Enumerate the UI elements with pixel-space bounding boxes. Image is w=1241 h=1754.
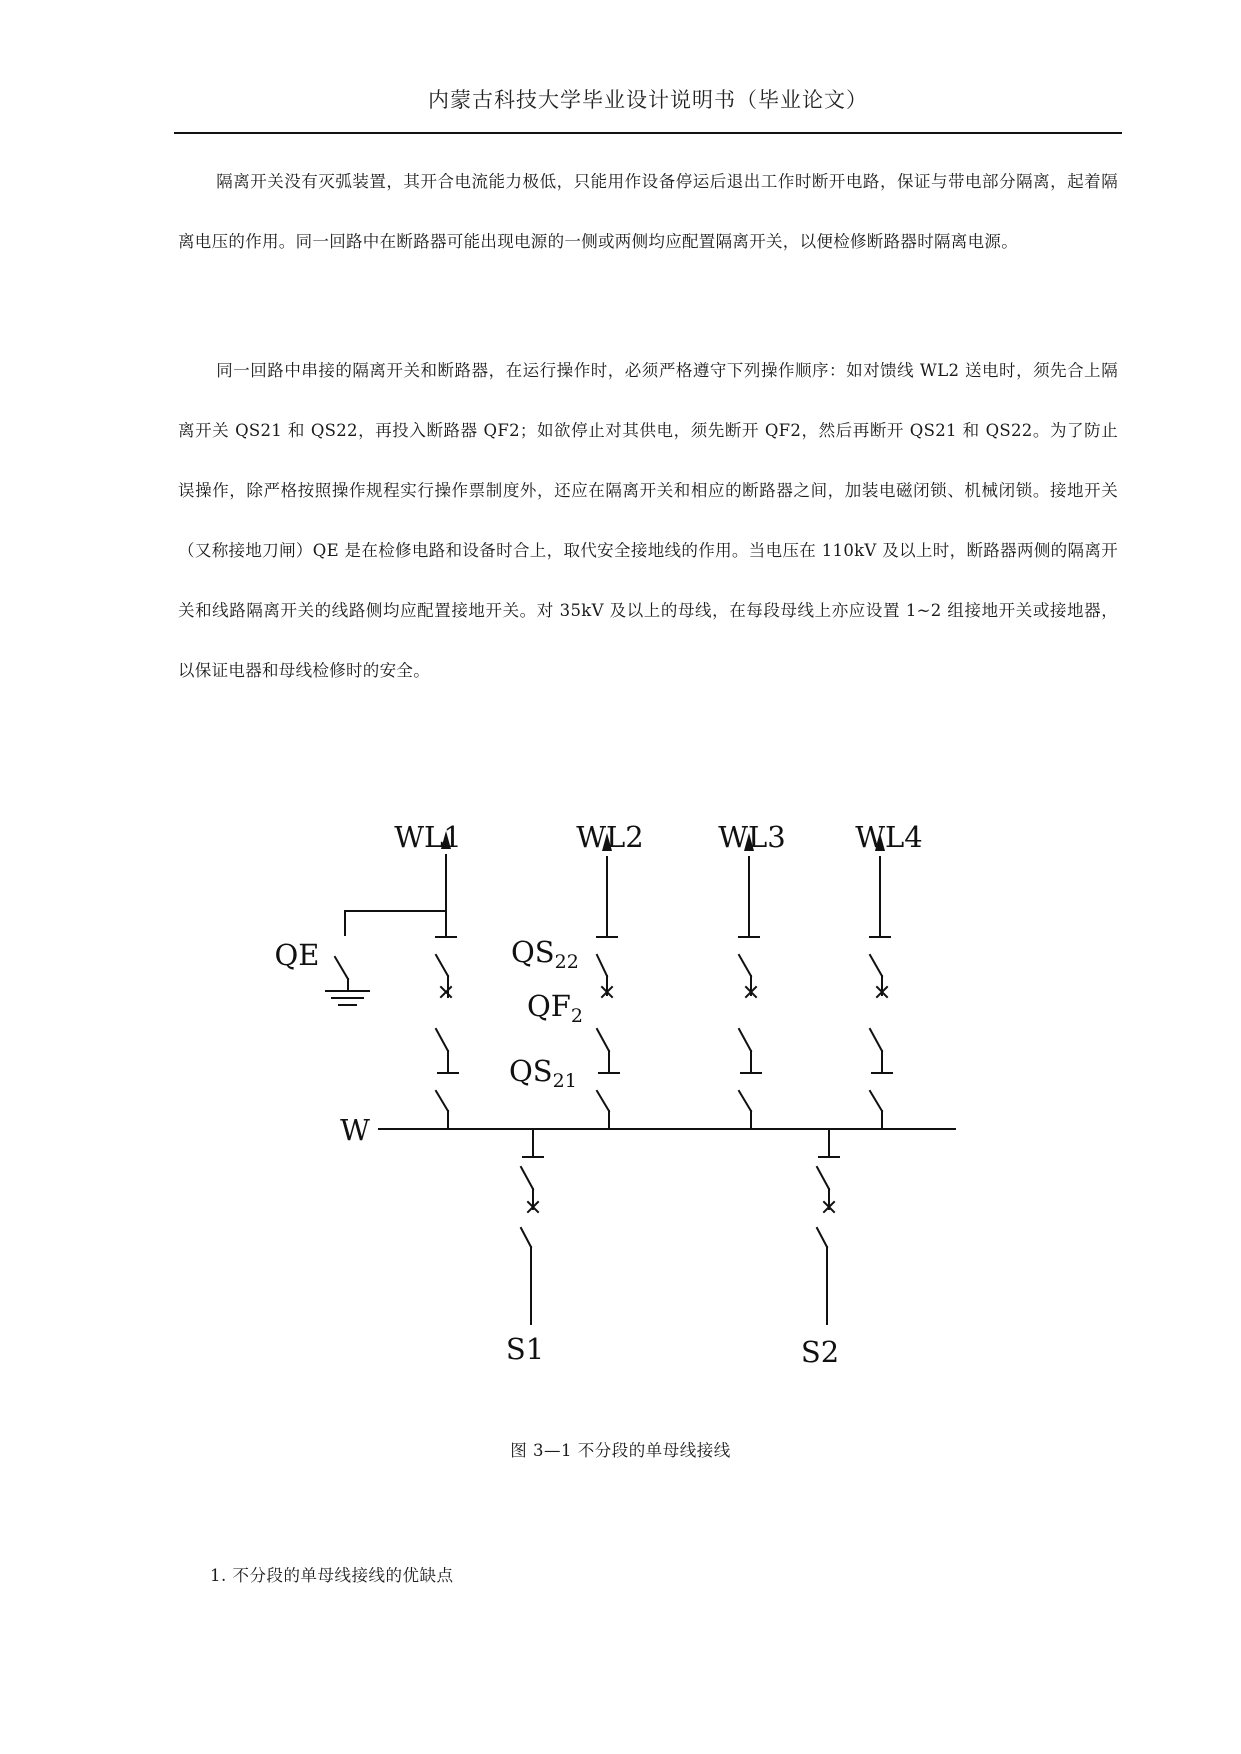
page-header: 内蒙古科技大学毕业设计说明书（毕业论文） xyxy=(428,88,868,112)
single-bus-wiring-diagram xyxy=(0,820,1241,1420)
paragraph-2-text: 同一回路中串接的隔离开关和断路器，在运行操作时，必须严格遵守下列操作顺序：如对馈线 WL2 送电时，须先合上隔离开关 QS21 和 QS22，再投入断路器 QF2；如欲停止对其供电，须先断开 QF2，然后再断开 QS21 和 QS22。为了防止误操作，除严格按照操作规程实行操作票制度外，还应在隔离开关和相应的断路器之间，加装电磁闭锁、机械闭锁。接地开关（又称接地刀闸）QE 是在检修电路和设备时合上，取代安全接地线的作用。当电压在 110kV 及以上时，断路器两侧的隔离开关和线路隔离开关的线路侧均应配置接地开关。对 35kV 及以上的母线，在每段母线上亦应设置 1~2 组接地开关或接地器，以保证电器和母线检修时的安全。 xyxy=(178,361,1118,680)
label-qs22 xyxy=(511,935,579,973)
feeder-label-wl4: WL4 xyxy=(855,820,923,854)
paragraph-1-text: 隔离开关没有灭弧装置，其开合电流能力极低，只能用作设备停运后退出工作时断开电路，保证与带电部分隔离，起着隔离电压的作用。同一回路中在断路器可能出现电源的一侧或两侧均应配置隔离开关，以便检修断路器时隔离电源。 xyxy=(178,172,1118,251)
header-rule xyxy=(174,132,1122,134)
label-qf2-sub: 2 xyxy=(570,1005,583,1027)
feeder-wl4 xyxy=(870,857,892,1129)
source-label-s1: S1 xyxy=(505,1332,545,1366)
label-qf2 xyxy=(527,989,583,1027)
paragraph-1 xyxy=(178,152,1118,272)
bus-label-w: W xyxy=(340,1113,370,1147)
label-qs21-sub: 21 xyxy=(552,1070,577,1092)
label-qs21-base: QS xyxy=(509,1054,553,1088)
section-heading: 1. 不分段的单母线接线的优缺点 xyxy=(210,1566,454,1585)
feeder-label-wl3: WL3 xyxy=(718,820,786,854)
label-qs21 xyxy=(509,1054,577,1092)
feeder-wl2 xyxy=(597,857,619,1129)
feeder-label-wl1: WL1 xyxy=(394,820,462,854)
feeder-label-wl2: WL2 xyxy=(576,820,644,854)
label-qf2-base: QF xyxy=(527,989,571,1023)
figure-caption: 图 3—1 不分段的单母线接线 xyxy=(510,1441,731,1460)
label-qs22-base: QS xyxy=(511,935,555,969)
label-qs22-sub: 22 xyxy=(554,951,579,973)
paragraph-2 xyxy=(178,341,1118,701)
source-s2-circuit xyxy=(817,1129,839,1324)
source-s1-circuit xyxy=(521,1129,543,1324)
source-label-s2: S2 xyxy=(800,1335,840,1369)
feeder-wl3 xyxy=(739,857,761,1129)
feeder-wl1 xyxy=(326,855,458,1129)
label-qe: QE xyxy=(274,938,320,972)
